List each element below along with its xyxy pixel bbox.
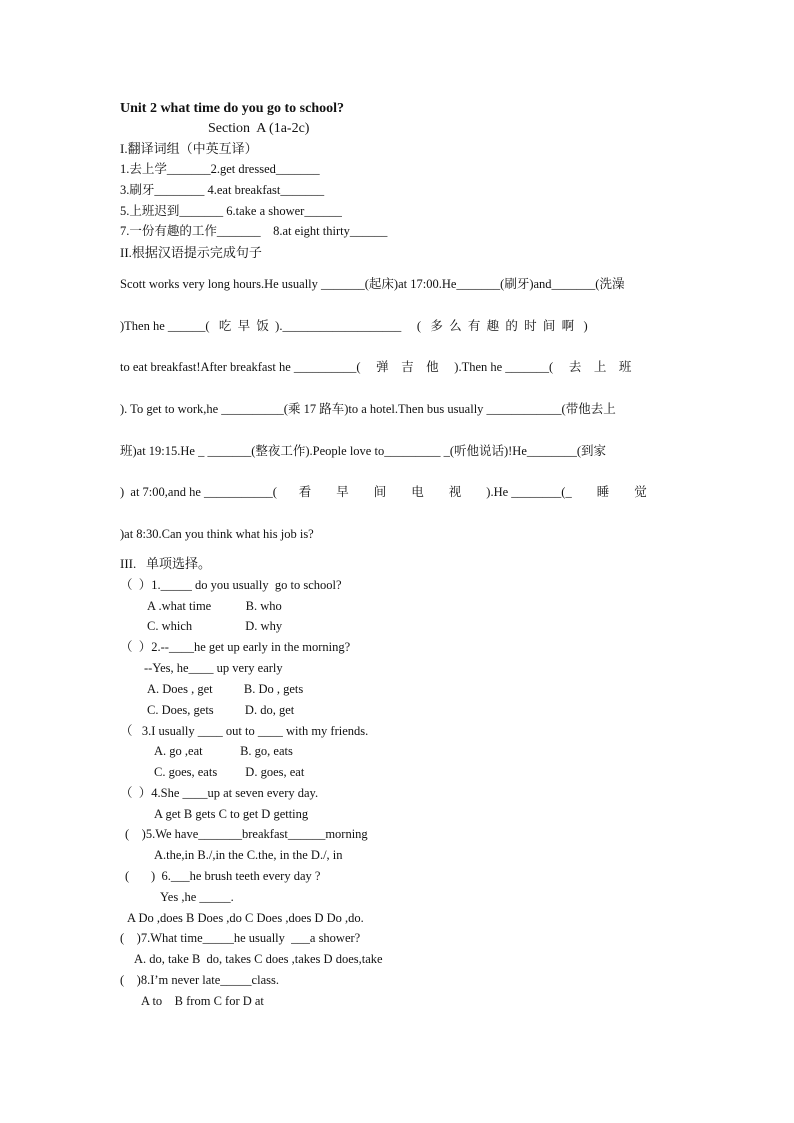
option-line: A .what time B. who [147,599,282,613]
question-line: ( )5.We have_______breakfast______morning [125,827,368,841]
option-line: A get B gets C to get D getting [154,807,309,821]
part1-row: 3.刷牙________ 4.eat breakfast_______ [120,183,325,197]
option-line: A to B from C for D at [141,994,264,1008]
part2-row: Scott works very long hours.He usually _______(起床)at 17:00.He_______(刷牙)and_______(洗澡 [120,277,625,291]
part1-heading: I.翻译词组（中英互译） [120,141,258,156]
worksheet-title: Unit 2 what time do you go to school? [120,101,345,116]
option-line: C. which D. why [147,619,283,633]
answer-line: Yes ,he _____. [160,890,234,904]
option-line: --Yes, he____ up very early [144,661,283,675]
part2-heading: II.根据汉语提示完成句子 [120,245,262,260]
option-line: C. goes, eats D. goes, eat [154,765,305,779]
question-line: （ ）2.--____he get up early in the morning? [120,640,351,654]
option-line: A. Does , get B. Do , gets [147,682,304,696]
part1-row: 5.上班迟到_______ 6.take a shower______ [120,204,342,218]
part2-row: ). To get to work,he __________(乘 17 路车)to a hotel.Then bus usually ____________(带他去上 [120,402,616,416]
option-line: A.the,in B./,in the C.the, in the D./, in [154,848,343,862]
part2-row: 班)at 19:15.He _ _______(整夜工作).People love to_________ _(听他说话)!He________(到家 [120,444,607,458]
part2-row: )Then he ______( 吃 早 饭 ).___________________ ( 多 么 有 趣 的 时 间 啊 ) [120,319,588,333]
question-line: （ ）1._____ do you usually go to school? [120,578,342,592]
part3-heading: III. 单项选择。 [120,556,211,571]
option-line: A. do, take B do, takes C does ,takes D does,take [134,952,383,966]
option-line: A Do ,does B Does ,do C Does ,does D Do ,do. [127,911,364,925]
option-line: C. Does, gets D. do, get [147,703,295,717]
part2-row: to eat breakfast!After breakfast he __________( 弹 吉 他 ).Then he _______( 去 上 班 [120,360,632,374]
part1-row: 1.去上学_______2.get dressed_______ [120,162,320,176]
question-line: ( )7.What time_____he usually ___a shower? [120,931,361,945]
question-line: （ 3.I usually ____ out to ____ with my friends. [120,724,369,738]
part2-row: )at 8:30.Can you think what his job is? [120,527,314,541]
question-line: ( ) 6.___he brush teeth every day ? [125,869,321,883]
question-line: ( )8.I’m never late_____class. [120,973,279,987]
option-line: A. go ,eat B. go, eats [154,744,293,758]
part1-row: 7.一份有趣的工作_______ 8.at eight thirty______ [120,224,388,238]
part2-row: ) at 7:00,and he ___________( 看 早 间 电 视 ).He ________(_ 睡 觉 [120,485,647,499]
section-label: Section A (1a-2c) [208,121,310,136]
question-line: （ ）4.She ____up at seven every day. [120,786,319,800]
